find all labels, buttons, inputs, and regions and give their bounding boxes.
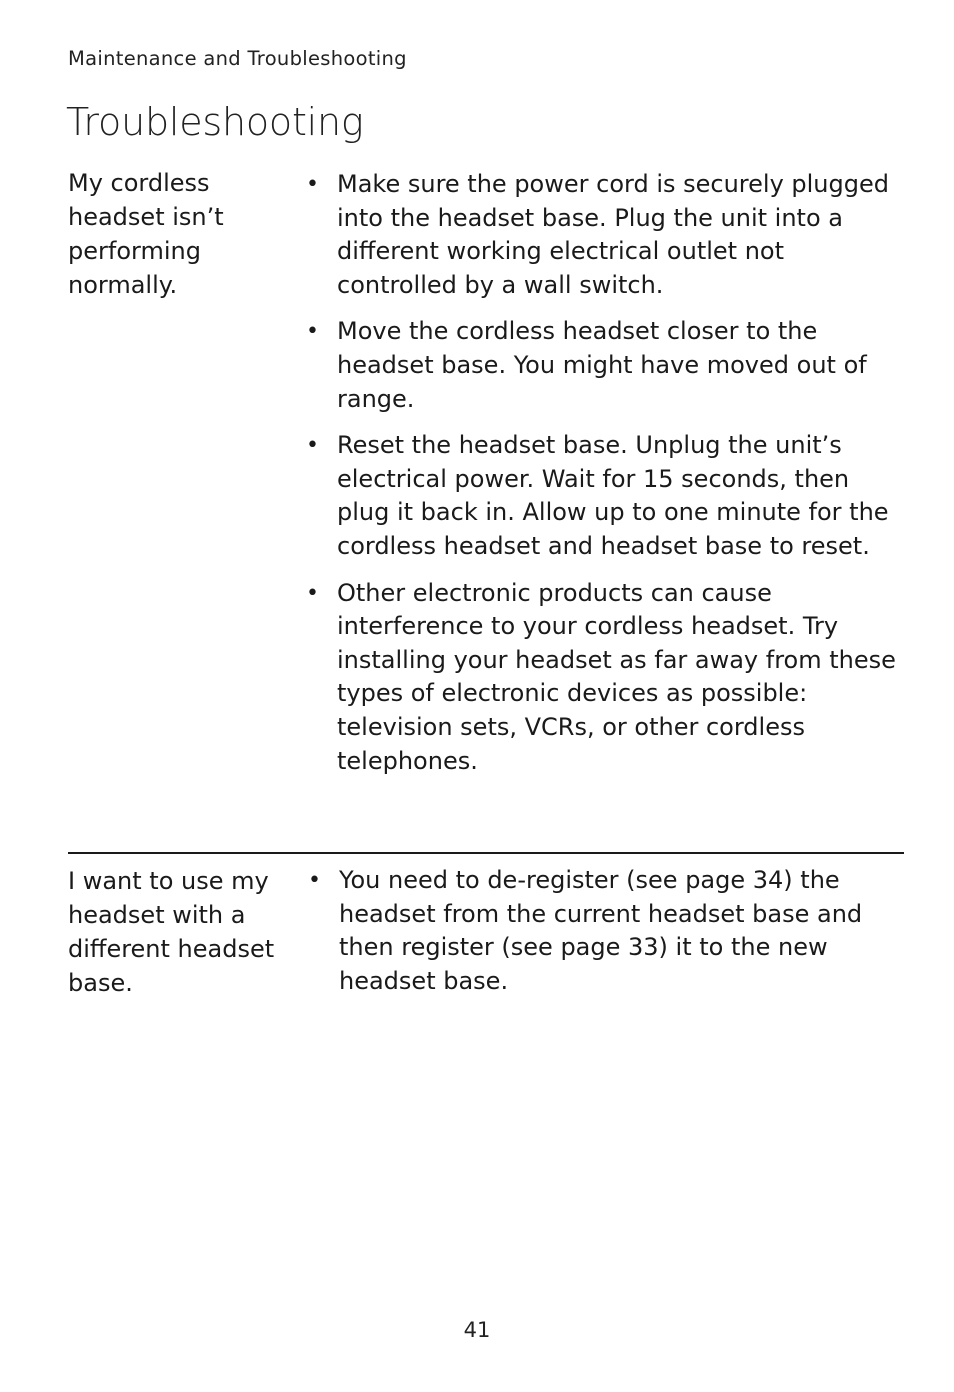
solution-item xyxy=(306,577,906,779)
solution-text: Other electronic products can cause interference to your cordless headset. Try installing your headset as far away from these types of electronic devices as possible: television sets, VCRs, or other cordless telephones. xyxy=(337,578,896,775)
solution-text: Reset the headset base. Unplug the unit’s electrical power. Wait for 15 seconds, then plug it back in. Allow up to one minute for the cordless headset and headset base to reset. xyxy=(337,431,889,560)
bullet-icon: • xyxy=(306,580,319,606)
solution-item xyxy=(306,429,906,563)
problem-text: My cordless headset isn’t performing normally. xyxy=(68,169,224,299)
problem-text: I want to use my headset with a different headset base. xyxy=(68,867,275,997)
bullet-icon: • xyxy=(308,868,321,893)
solution-item xyxy=(308,864,898,998)
solution-text: Make sure the power cord is securely plugged into the headset base. Plug the unit into a different working electrical outlet not controlled by a wall switch. xyxy=(337,170,889,299)
page-number: 41 xyxy=(463,1318,491,1342)
bullet-icon: • xyxy=(306,319,319,345)
solution-item xyxy=(306,315,906,416)
solution-text: You need to de-register (see page 34) the headset from the current headset base and then register (see page 33) it to the new headset base. xyxy=(339,866,863,995)
solution-list xyxy=(308,864,898,1011)
running-header: Maintenance and Troubleshooting xyxy=(68,47,407,70)
solution-text: Move the cordless headset closer to the headset base. You might have moved out of range. xyxy=(337,317,867,413)
bullet-icon: • xyxy=(306,172,319,197)
bullet-icon: • xyxy=(306,433,319,459)
page-title: Troubleshooting xyxy=(66,100,364,144)
solution-item xyxy=(306,168,906,302)
solution-list xyxy=(306,168,906,791)
row-divider xyxy=(68,852,904,854)
